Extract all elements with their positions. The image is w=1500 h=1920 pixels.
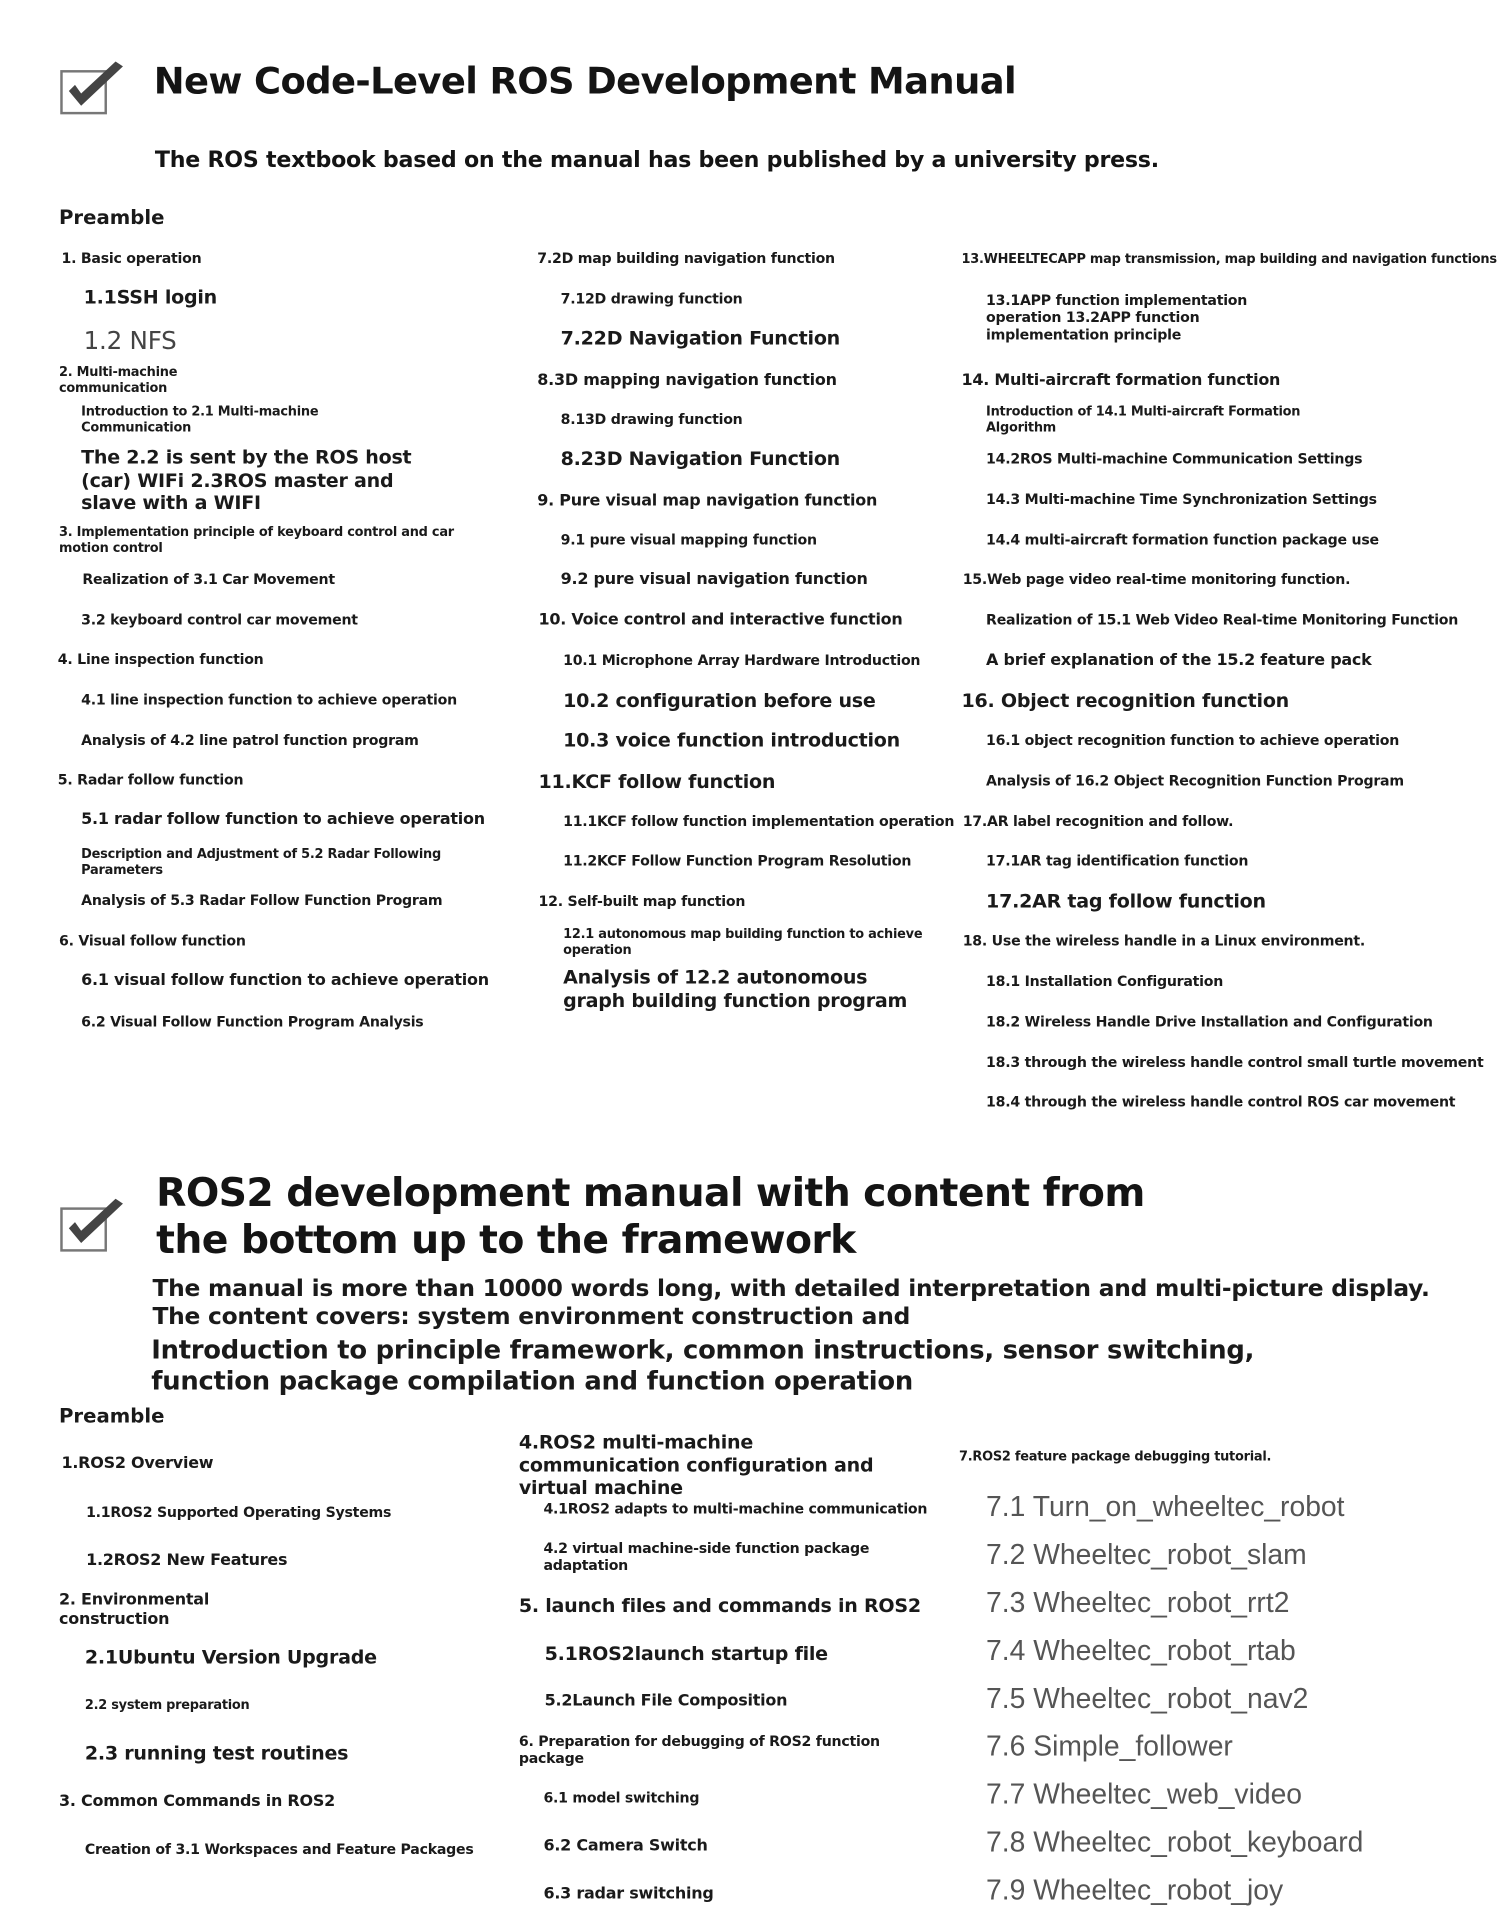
toc-item: 10.3 voice function introduction bbox=[563, 729, 900, 752]
toc-item: 12. Self-built map function bbox=[538, 892, 746, 910]
toc-item: Creation of 3.1 Workspaces and Feature Packages bbox=[84, 1840, 474, 1858]
toc-item: 6. Preparation for debugging of ROS2 function package bbox=[518, 1732, 880, 1767]
toc-item: 5. launch files and commands in ROS2 bbox=[518, 1594, 921, 1617]
checkbox-checked-icon bbox=[59, 59, 128, 116]
toc-item: 18.2 Wireless Handle Drive Installation and Configuration bbox=[986, 1013, 1433, 1031]
toc-item: 1.1ROS2 Supported Operating Systems bbox=[86, 1503, 392, 1521]
toc-item: A brief explanation of the 15.2 feature pack bbox=[986, 651, 1372, 671]
toc-item: 18.1 Installation Configuration bbox=[986, 972, 1224, 990]
section2-preamble: Preamble bbox=[59, 1404, 165, 1428]
toc-item: 7.9 Wheeltec_robot_joy bbox=[986, 1873, 1284, 1906]
toc-item: 14.2ROS Multi-machine Communication Settings bbox=[986, 449, 1363, 468]
toc-item: 11.KCF follow function bbox=[538, 770, 776, 794]
toc-item: 5.1 radar follow function to achieve operation bbox=[81, 810, 485, 829]
toc-item: Analysis of 5.3 Radar Follow Function Program bbox=[81, 891, 443, 909]
toc-item: 4.1 line inspection function to achieve operation bbox=[81, 690, 457, 709]
toc-item: 17.1AR tag identification function bbox=[986, 852, 1249, 870]
toc-item: 1.ROS2 Overview bbox=[61, 1454, 214, 1473]
toc-item: 7.8 Wheeltec_robot_keyboard bbox=[986, 1825, 1364, 1858]
toc-item: 14.4 multi-aircraft formation function package use bbox=[986, 531, 1379, 549]
toc-item: 6.1 visual follow function to achieve operation bbox=[81, 971, 489, 990]
toc-item: 2.2 system preparation bbox=[84, 1697, 250, 1713]
toc-item: 4.ROS2 multi-machine communication configuration and virtual machine bbox=[518, 1431, 874, 1499]
toc-item: Description and Adjustment of 5.2 Radar Following Parameters bbox=[81, 847, 441, 878]
toc-item: 3. Common Commands in ROS2 bbox=[59, 1792, 335, 1812]
section2-description-continued: Introduction to principle framework, common instructions, sensor switching, function package compilation and function operation bbox=[151, 1335, 1255, 1396]
toc-item: 5.1ROS2launch startup file bbox=[544, 1642, 828, 1665]
toc-item: 2.1Ubuntu Version Upgrade bbox=[84, 1646, 377, 1669]
toc-item: 2.3 running test routines bbox=[84, 1742, 349, 1765]
toc-item: 7.4 Wheeltec_robot_rtab bbox=[986, 1634, 1296, 1666]
toc-item: 7.22D Navigation Function bbox=[560, 327, 840, 350]
toc-item: 1.1SSH login bbox=[83, 286, 217, 309]
toc-item: 2. Environmental construction bbox=[59, 1590, 210, 1629]
toc-item: 16.1 object recognition function to achieve operation bbox=[986, 731, 1400, 749]
toc-item: 15.Web page video real-time monitoring function. bbox=[962, 570, 1351, 588]
toc-item: 13.WHEELTECAPP map transmission, map building and navigation functions bbox=[961, 252, 1497, 267]
toc-item: 8.23D Navigation Function bbox=[560, 447, 840, 470]
toc-item: 5. Radar follow function bbox=[57, 770, 244, 789]
toc-item: 5.2Launch File Composition bbox=[544, 1691, 788, 1711]
toc-item: 8.13D drawing function bbox=[560, 410, 743, 428]
toc-item: 7.ROS2 feature package debugging tutorial. bbox=[959, 1449, 1272, 1465]
toc-item: 7.6 Simple_follower bbox=[986, 1729, 1233, 1762]
toc-item: 8.3D mapping navigation function bbox=[537, 371, 837, 390]
toc-item: The 2.2 is sent by the ROS host (car) WIFi 2.3ROS master and slave with a WIFI bbox=[81, 446, 412, 515]
toc-item: 12.1 autonomous map building function to achieve operation bbox=[563, 927, 923, 958]
toc-item: 4.2 virtual machine-side function package adaptation bbox=[543, 1539, 870, 1574]
toc-item: Introduction of 14.1 Multi-aircraft Formation Algorithm bbox=[986, 404, 1301, 435]
checkbox-checked-icon bbox=[59, 1196, 128, 1253]
toc-item: 16. Object recognition function bbox=[961, 689, 1289, 712]
toc-item: 14.3 Multi-machine Time Synchronization Settings bbox=[986, 490, 1377, 508]
toc-item: Analysis of 16.2 Object Recognition Function Program bbox=[986, 772, 1404, 790]
toc-item: 10. Voice control and interactive function bbox=[538, 611, 903, 630]
toc-item: 4.1ROS2 adapts to multi-machine communication bbox=[543, 1499, 928, 1518]
section2-title: ROS2 development manual with content from the bottom up to the framework bbox=[156, 1169, 1145, 1263]
section1-subtitle: The ROS textbook based on the manual has been published by a university press. bbox=[154, 147, 1159, 174]
toc-item: 4. Line inspection function bbox=[57, 650, 264, 668]
toc-item: Analysis of 4.2 line patrol function program bbox=[81, 731, 419, 749]
toc-item: 1.2ROS2 New Features bbox=[86, 1551, 288, 1571]
toc-item: 7.1 Turn_on_wheeltec_robot bbox=[986, 1490, 1345, 1523]
toc-item: 2. Multi-machine communication bbox=[59, 365, 178, 396]
toc-item: Realization of 15.1 Web Video Real-time Monitoring Function bbox=[986, 611, 1459, 629]
toc-item: Introduction to 2.1 Multi-machine Communication bbox=[81, 404, 319, 435]
toc-item: 6.3 radar switching bbox=[543, 1884, 714, 1904]
toc-item: Realization of 3.1 Car Movement bbox=[82, 570, 335, 588]
toc-item: 6.1 model switching bbox=[543, 1788, 700, 1807]
toc-item: 10.2 configuration before use bbox=[563, 689, 876, 712]
toc-item: 9.2 pure visual navigation function bbox=[560, 570, 868, 589]
section2-description: The manual is more than 10000 words long, with detailed interpretation and multi-picture display. The content covers: system environment construction and bbox=[152, 1274, 1430, 1331]
toc-item: 3.2 keyboard control car movement bbox=[81, 611, 358, 629]
toc-item: 18.4 through the wireless handle control ROS car movement bbox=[986, 1093, 1456, 1111]
toc-item: 7.3 Wheeltec_robot_rrt2 bbox=[986, 1586, 1290, 1619]
toc-item: 7.2D map building navigation function bbox=[537, 249, 835, 267]
toc-item: 7.2 Wheeltec_robot_slam bbox=[986, 1538, 1307, 1571]
toc-item: 11.2KCF Follow Function Program Resolution bbox=[563, 852, 912, 870]
toc-item: 1. Basic operation bbox=[61, 249, 202, 267]
toc-item: 7.7 Wheeltec_web_video bbox=[986, 1777, 1303, 1810]
toc-item: 14. Multi-aircraft formation function bbox=[961, 371, 1281, 390]
toc-item: 6.2 Visual Follow Function Program Analysis bbox=[81, 1013, 424, 1031]
toc-item: 11.1KCF follow function implementation operation bbox=[563, 812, 955, 830]
toc-item: 18. Use the wireless handle in a Linux environment. bbox=[962, 931, 1366, 950]
toc-item: 17.AR label recognition and follow. bbox=[962, 812, 1234, 830]
toc-item: 18.3 through the wireless handle control small turtle movement bbox=[986, 1053, 1484, 1071]
toc-item: 9.1 pure visual mapping function bbox=[560, 531, 817, 549]
section1-preamble: Preamble bbox=[59, 205, 165, 229]
toc-item: 1.2 NFS bbox=[83, 325, 177, 356]
toc-item: 3. Implementation principle of keyboard control and car motion control bbox=[59, 524, 454, 556]
toc-item: 6. Visual follow function bbox=[59, 931, 246, 950]
toc-item: 7.12D drawing function bbox=[560, 290, 743, 308]
toc-item: Analysis of 12.2 autonomous graph building function program bbox=[563, 966, 908, 1012]
section1-title: New Code-Level ROS Development Manual bbox=[153, 60, 1017, 104]
toc-item: 10.1 Microphone Array Hardware Introduction bbox=[563, 651, 921, 669]
toc-item: 17.2AR tag follow function bbox=[986, 890, 1266, 913]
toc-item: 9. Pure visual map navigation function bbox=[537, 491, 878, 511]
toc-item: 6.2 Camera Switch bbox=[543, 1836, 708, 1856]
toc-item: 7.5 Wheeltec_robot_nav2 bbox=[986, 1681, 1309, 1714]
toc-item: 13.1APP function implementation operation 13.2APP function implementation principle bbox=[986, 291, 1248, 343]
